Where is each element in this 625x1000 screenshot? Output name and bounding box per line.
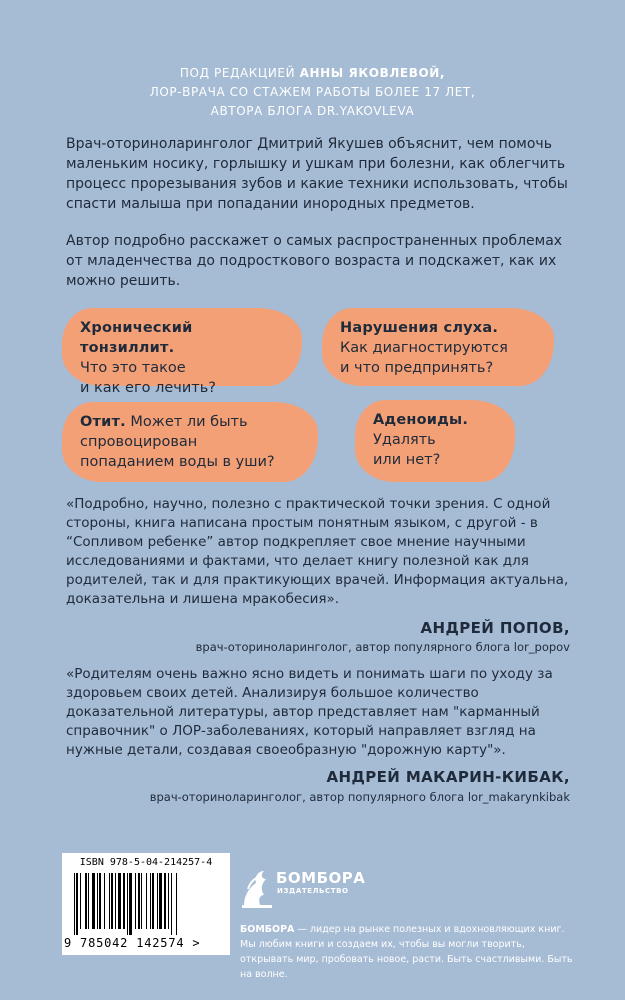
topic-line: спровоцирован xyxy=(80,434,198,450)
topic-line: Как диагностируются xyxy=(340,340,508,356)
topic-otitis xyxy=(62,402,318,482)
publisher-blurb: — лидер на рынке полезных и вдохновляющих книг. Мы любим книги и создаем их, чтобы вы могли творить, открывать мир, пробовать новое, расти. Быть счастливыми. Быть на волне. xyxy=(240,924,573,980)
topic-line: и как его лечить? xyxy=(80,380,216,396)
editor-credit xyxy=(0,64,625,121)
review-author-2: АНДРЕЙ МАКАРИН-КИБАК, xyxy=(326,768,570,786)
barcode-bar xyxy=(92,873,95,929)
isbn-label: ISBN 978-5-04-214257-4 xyxy=(79,857,213,868)
barcode-bar xyxy=(88,873,89,929)
barcode-bar xyxy=(127,873,128,935)
barcode-bar xyxy=(97,873,98,929)
barcode-bar xyxy=(123,873,125,929)
review-author-1: АНДРЕЙ ПОПОВ, xyxy=(420,619,570,637)
barcode-bar xyxy=(152,873,154,929)
topic-line: и что предпринять? xyxy=(340,360,494,376)
barcode-bar xyxy=(168,873,169,929)
publisher-logo xyxy=(240,865,370,913)
barcode-bar xyxy=(129,873,132,935)
barcode xyxy=(62,853,230,955)
editor-line-2: ЛОР-ВРАЧА СО СТАЖЕМ РАБОТЫ БОЛЕЕ 17 ЛЕТ, xyxy=(149,85,476,99)
barcode-bar xyxy=(85,873,87,929)
barcode-bar xyxy=(135,873,136,929)
editor-name: АННЫ ЯКОВЛЕВОЙ, xyxy=(299,66,446,80)
topic-title: Аденоиды. xyxy=(373,412,469,428)
topic-line: или нет? xyxy=(373,452,441,468)
topic-adenoids xyxy=(355,400,515,482)
barcode-bar xyxy=(99,873,101,929)
barcode-bar xyxy=(171,873,172,935)
publisher-logo-title: БОМБОРА xyxy=(276,869,366,887)
topic-line: Что это такое xyxy=(80,360,186,376)
barcode-bar xyxy=(159,873,162,929)
intro-paragraph-2: Автор подробно расскажет о самых распространенных проблемах от младенчества до подросткового возраста и подскажет, как их можно решить. xyxy=(66,233,563,289)
topic-line: Может ли быть xyxy=(130,414,248,430)
intro-text xyxy=(66,134,568,308)
topic-title: Хронический тонзиллит. xyxy=(80,320,193,356)
topic-hearing xyxy=(322,308,554,386)
barcode-bar xyxy=(118,873,121,929)
barcode-bar xyxy=(76,873,78,935)
topic-title: Отит. xyxy=(80,414,126,430)
review-role-1: врач-оториноларинголог, автор популярного блога lor_popov xyxy=(195,640,570,654)
review-quote-2: «Родителям очень важно ясно видеть и понимать шаги по уходу за здоровьем своих детей. Анализируя большое количество доказательной литературы, автор представляет нам "карманный справочник" о ЛОР-заболеваниях, который направляет взгляд на нужные детали, создавая своеобразную "дорожную карту"». xyxy=(66,666,553,758)
barcode-bar xyxy=(111,873,113,929)
review-quote-1: «Подробно, научно, полезно с практической точки зрения. С одной стороны, книга написана простым понятным языком, с другой - в “Сопливом ребенке” автор подкрепляет свое мнение научными исследованиями и фактами, что делает книгу полезной как для родителей, так и для практикующих врачей. Информация актуальна, доказательна и лишена мракобесия». xyxy=(66,496,569,607)
publisher-wave-icon xyxy=(240,865,274,911)
publisher-logo-subtitle: ИЗДАТЕЛЬСТВО xyxy=(277,887,349,895)
topic-title: Нарушения слуха. xyxy=(340,320,499,336)
barcode-bar xyxy=(115,873,116,929)
barcode-bar xyxy=(157,873,158,929)
publisher-name: БОМБОРА xyxy=(240,924,295,935)
barcode-bar xyxy=(138,873,140,929)
review-role-2: врач-оториноларинголог, автор популярного блога lor_makarynkibak xyxy=(149,790,570,804)
publisher-description xyxy=(240,922,580,982)
barcode-bar xyxy=(146,873,147,929)
topic-tonsillitis xyxy=(62,308,302,396)
ean-digits: 9 785042 142574 > xyxy=(64,936,201,950)
editor-prefix: ПОД РЕДАКЦИЕЙ xyxy=(179,66,296,80)
topic-line: Удалять xyxy=(373,432,436,448)
barcode-bar xyxy=(109,873,110,929)
topic-line: попаданием воды в уши? xyxy=(80,454,275,470)
barcode-bar xyxy=(80,873,81,929)
barcode-bar xyxy=(74,873,75,935)
barcode-bar xyxy=(141,873,142,929)
barcode-bar xyxy=(150,873,151,929)
intro-paragraph-1: Врач-оториноларинголог Дмитрий Якушев объяснит, чем помочь маленьким носику, горлышку и ушкам при болезни, как облегчить процесс прорезывания зубов и какие техники использовать, чтобы спасти малыша при попадании инородных предметов. xyxy=(66,136,568,212)
barcode-bar xyxy=(164,873,166,929)
barcode-bar xyxy=(104,873,105,929)
editor-line-1 xyxy=(0,64,625,83)
barcode-bar xyxy=(176,873,177,935)
editor-line-3: АВТОРА БЛОГА DR.YAKOVLEVA xyxy=(210,104,415,118)
barcode-bars xyxy=(74,873,222,935)
